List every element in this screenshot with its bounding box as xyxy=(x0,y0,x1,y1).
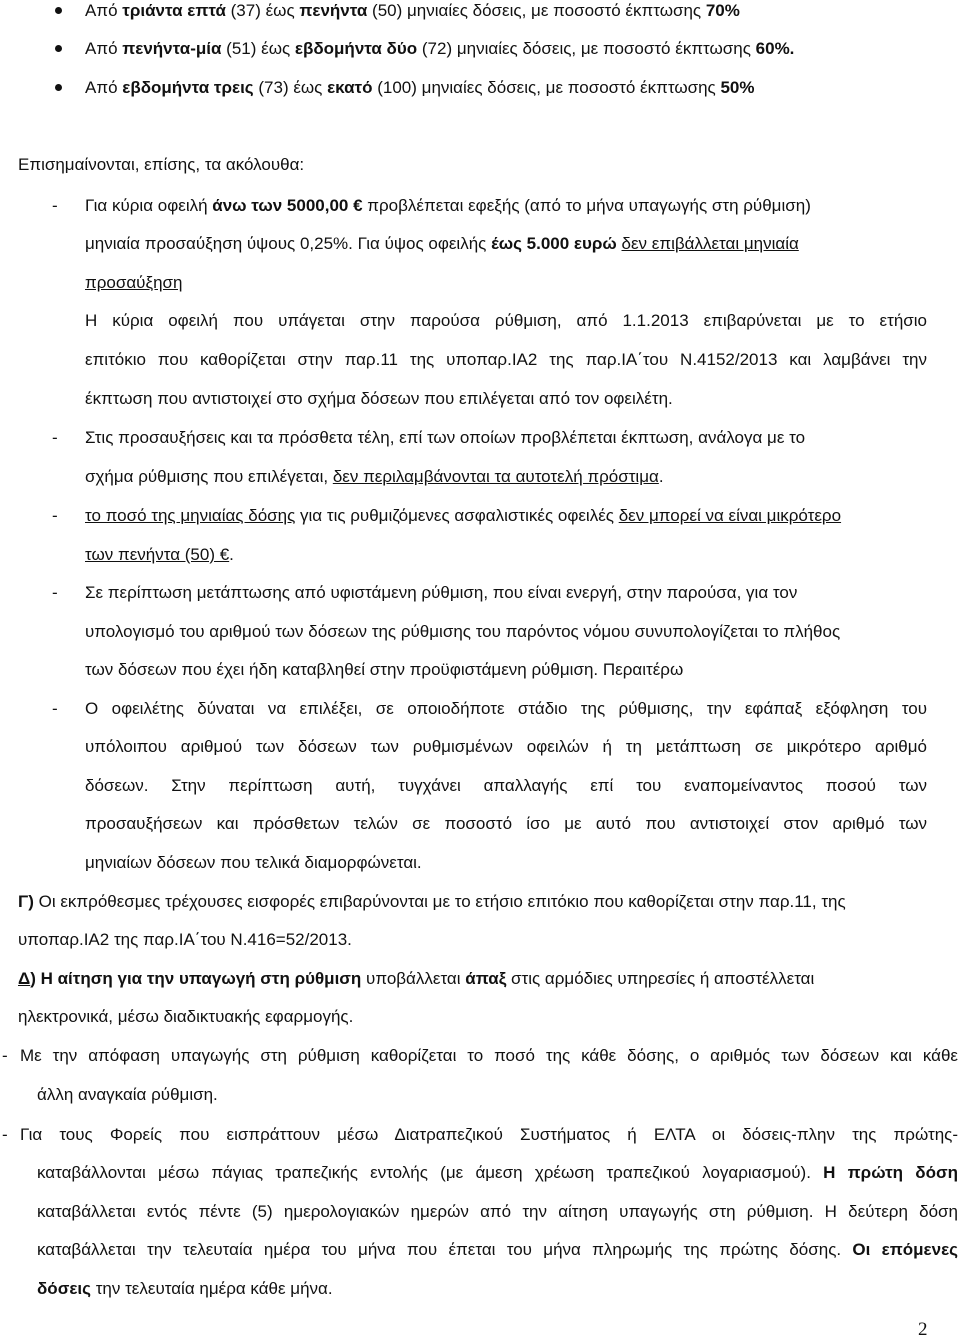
bullet-dot xyxy=(55,84,62,91)
bullet-line-3: Από εβδομήντα τρεις (73) έως εκατό (100) μηνιαίες δόσεις, με ποσοστό έκπτωσης 50% xyxy=(85,78,755,97)
item5-line-1: Ο οφειλέτης δύναται να επιλέξει, σε οποιοδήποτε στάδιο της ρύθμισης, την εφάπαξ εξόφληση του xyxy=(85,699,927,718)
bullet-dot xyxy=(55,45,62,52)
item1-line-1: Για κύρια οφειλή άνω των 5000,00 € προβλέπεται εφεξής (από το μήνα υπαγωγής στη ρύθμιση) xyxy=(85,196,811,215)
bullet-dot xyxy=(55,7,62,14)
dash-marker: - xyxy=(52,428,58,447)
item5-line-4: προσαυξήσεων και πρόσθετων τελών σε ποσοστό ίσο με αυτό που αντιστοιχεί στον αριθμό των xyxy=(85,814,927,833)
item2-line-2: σχήμα ρύθμισης που επιλέγεται, δεν περιλαμβάνονται τα αυτοτελή πρόστιμα. xyxy=(85,467,664,486)
item1-line-5: επιτόκιο που καθορίζεται στην παρ.11 της υποπαρ.ΙΑ2 της παρ.ΙΑ΄του Ν.4152/2013 και λαμβάνει την xyxy=(85,350,927,369)
item6-line-2: άλλη αναγκαία ρύθμιση. xyxy=(37,1085,218,1104)
item2-line-1: Στις προσαυξήσεις και τα πρόσθετα τέλη, επί των οποίων προβλέπεται έκπτωση, ανάλογα με το xyxy=(85,428,806,447)
bullet-line-1: Από τριάντα επτά (37) έως πενήντα (50) μηνιαίες δόσεις, με ποσοστό έκπτωσης 70% xyxy=(85,1,740,20)
dash-marker: - xyxy=(52,196,58,215)
item1-line-2: μηνιαία προσαύξηση ύψους 0,25%. Για ύψος οφειλής έως 5.000 ευρώ δεν επιβάλλεται μηνιαία xyxy=(85,234,799,253)
item4-line-2: υπολογισμό του αριθμού των δόσεων της ρύθμισης του παρόντος νόμου συνυπολογίζεται το πλήθος xyxy=(85,622,841,641)
dash-marker: - xyxy=(2,1125,8,1144)
section-d-line-2: ηλεκτρονικά, μέσω διαδικτυακής εφαρμογής. xyxy=(18,1007,354,1026)
item7-line-2: καταβάλλονται μέσω πάγιας τραπεζικής εντολής (με άμεση χρέωση τραπεζικού λογαριασμού). Η πρώτη δόση xyxy=(37,1163,958,1182)
item3-line-1: το ποσό της μηνιαίας δόσης για τις ρυθμιζόμενες ασφαλιστικές οφειλές δεν μπορεί να είναι μικρότερο xyxy=(85,506,842,525)
item7-line-5: δόσεις την τελευταία ημέρα κάθε μήνα. xyxy=(37,1279,333,1298)
dash-marker: - xyxy=(52,583,58,602)
item1-line-6: έκπτωση που αντιστοιχεί στο σχήμα δόσεων που επιλέγεται από τον οφειλέτη. xyxy=(85,389,673,408)
dash-marker: - xyxy=(2,1046,8,1065)
item5-line-5: μηνιαίων δόσεων που τελικά διαμορφώνεται. xyxy=(85,853,422,872)
item6-line-1: Με την απόφαση υπαγωγής στη ρύθμιση καθορίζεται το ποσό της κάθε δόσης, ο αριθμός των δόσεων και κάθε xyxy=(20,1046,958,1065)
item3-line-2: των πενήντα (50) €. xyxy=(85,545,234,564)
dash-marker: - xyxy=(52,699,58,718)
item7-line-3: καταβάλλεται εντός πέντε (5) ημερολογιακών ημερών από την αίτηση υπαγωγής στη ρύθμιση. Η δεύτερη δόση xyxy=(37,1202,958,1221)
section-g-line-1: Γ) Οι εκπρόθεσμες τρέχουσες εισφορές επιβαρύνονται με το ετήσιο επιτόκιο που καθορίζεται στην παρ.11, της xyxy=(18,892,846,911)
intro-text: Επισημαίνονται, επίσης, τα ακόλουθα: xyxy=(18,155,305,174)
dash-marker: - xyxy=(52,506,58,525)
section-d-line-1: Δ) Η αίτηση για την υπαγωγή στη ρύθμιση υποβάλλεται άπαξ στις αρμόδιες υπηρεσίες ή αποστέλλεται xyxy=(18,969,815,988)
item5-line-3: δόσεων. Στην περίπτωση αυτή, τυγχάνει απαλλαγής επί του εναπομείναντος ποσού των xyxy=(85,776,927,795)
item1-line-4: Η κύρια οφειλή που υπάγεται στην παρούσα ρύθμιση, από 1.1.2013 επιβαρύνεται με το ετήσιο xyxy=(85,311,927,330)
section-d-label: Δ xyxy=(18,969,31,988)
item7-line-1: Για τους Φορείς που εισπράττουν μέσω Διατραπεζικού Συστήματος ή ΕΛΤΑ οι δόσεις-πλην της πρώτης- xyxy=(20,1125,958,1144)
bullet-line-2: Από πενήντα-μία (51) έως εβδομήντα δύο (72) μηνιαίες δόσεις, με ποσοστό έκπτωσης 60%. xyxy=(85,39,795,58)
item7-line-4: καταβάλλεται την τελευταία ημέρα του μήνα που έπεται του μήνα πληρωμής της πρώτης δόσης. Οι επόμενες xyxy=(37,1240,958,1259)
item4-line-3: των δόσεων που έχει ήδη καταβληθεί στην προϋφιστάμενη ρύθμιση. Περαιτέρω xyxy=(85,660,684,679)
section-g-label: Γ) xyxy=(18,892,34,911)
item5-line-2: υπόλοιπου αριθμού των δόσεων των ρυθμισμένων οφειλών ή τη μετάπτωση σε μικρότερο αριθμό xyxy=(85,737,927,756)
page-number: 2 xyxy=(918,1319,928,1340)
item1-line-3: προσαύξηση xyxy=(85,273,183,292)
item4-line-1: Σε περίπτωση μετάπτωσης από υφιστάμενη ρύθμιση, που είναι ενεργή, στην παρούσα, για τον xyxy=(85,583,798,602)
section-g-line-2: υποπαρ.ΙΑ2 της παρ.ΙΑ΄του Ν.416=52/2013. xyxy=(18,930,352,949)
